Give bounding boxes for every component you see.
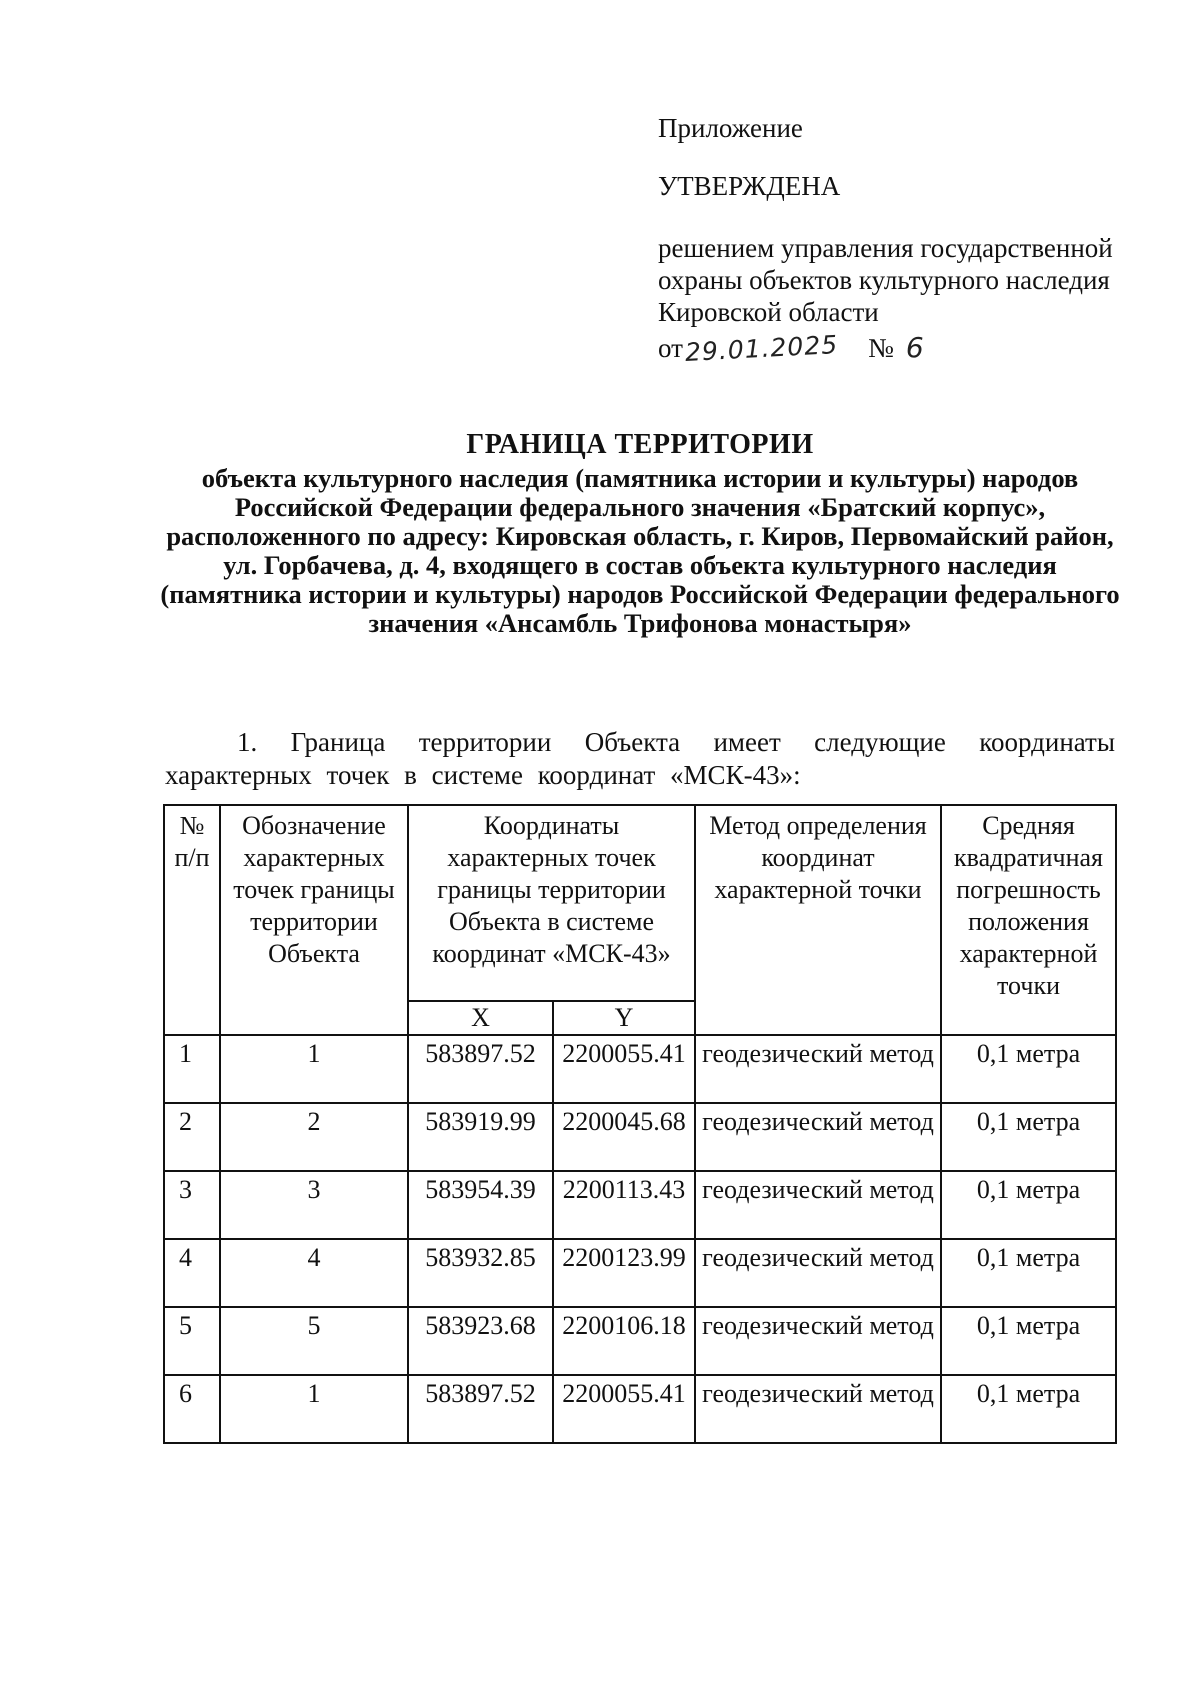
row-point: 2 (220, 1103, 408, 1171)
row-num: 2 (164, 1103, 220, 1171)
document-title-block (150, 428, 1130, 638)
row-point: 1 (220, 1035, 408, 1103)
row-x: 583923.68 (408, 1307, 553, 1375)
row-y: 2200113.43 (553, 1171, 695, 1239)
row-error: 0,1 метра (941, 1307, 1116, 1375)
row-y: 2200055.41 (553, 1035, 695, 1103)
table-row (164, 1239, 1116, 1307)
header-num: № п/п (164, 805, 220, 1035)
row-error: 0,1 метра (941, 1375, 1116, 1443)
header-coordinates: Координаты характерных точек границы территории Объекта в системе координат «МСК-43» (408, 805, 695, 1001)
header-designation: Обозначение характерных точек границы территории Объекта (220, 805, 408, 1035)
header-x: X (408, 1001, 553, 1035)
row-error: 0,1 метра (941, 1239, 1116, 1307)
row-method: геодезический метод (695, 1307, 941, 1375)
row-num: 1 (164, 1035, 220, 1103)
table-row (164, 1035, 1116, 1103)
table-header-row (164, 805, 1116, 1001)
row-y: 2200123.99 (553, 1239, 695, 1307)
row-y: 2200055.41 (553, 1375, 695, 1443)
handwritten-date: 29.01.2025 (684, 330, 839, 367)
row-method: геодезический метод (695, 1103, 941, 1171)
header-y: Y (553, 1001, 695, 1035)
handwritten-number: 6 (905, 331, 925, 364)
row-error: 0,1 метра (941, 1171, 1116, 1239)
row-y: 2200106.18 (553, 1307, 695, 1375)
header-error: Средняя квадратичная погрешность положения характерной точки (941, 805, 1116, 1035)
table-row (164, 1375, 1116, 1443)
table-row (164, 1307, 1116, 1375)
row-method: геодезический метод (695, 1171, 941, 1239)
approved-label: УТВЕРЖДЕНА (658, 171, 841, 201)
row-point: 3 (220, 1171, 408, 1239)
row-y: 2200045.68 (553, 1103, 695, 1171)
row-method: геодезический метод (695, 1239, 941, 1307)
row-x: 583954.39 (408, 1171, 553, 1239)
row-method: геодезический метод (695, 1035, 941, 1103)
header-method: Метод определения координат характерной точки (695, 805, 941, 1035)
row-x: 583919.99 (408, 1103, 553, 1171)
approval-block (658, 112, 1128, 365)
paragraph-1: 1. Граница территории Объекта имеет следующие координаты характерных точек в системе координат «МСК-43»: (165, 727, 1115, 790)
row-x: 583897.52 (408, 1035, 553, 1103)
document-title: ГРАНИЦА ТЕРРИТОРИИ (466, 429, 814, 460)
decision-text: решением управления государственной охраны объектов культурного наследия Кировской области (658, 233, 1113, 327)
row-num: 3 (164, 1171, 220, 1239)
date-number-line (658, 332, 1128, 365)
row-x: 583932.85 (408, 1239, 553, 1307)
table-row (164, 1103, 1116, 1171)
row-x: 583897.52 (408, 1375, 553, 1443)
row-num: 4 (164, 1239, 220, 1307)
row-point: 1 (220, 1375, 408, 1443)
document-subtitle: объекта культурного наследия (памятника истории и культуры) народов Российской Федерации федерального значения «Братский корпус», расположенного по адресу: Кировская область, г. Киров, Первомайский район, ул. Горбачева, д. 4, входящего в состав объекта культурного наследия (памятника истории и культуры) народов Российской Федерации федерального значения «Ансамбль Трифонова монастыря» (160, 463, 1120, 638)
row-num: 5 (164, 1307, 220, 1375)
appendix-label: Приложение (658, 113, 803, 143)
row-method: геодезический метод (695, 1375, 941, 1443)
table-row (164, 1171, 1116, 1239)
date-prefix: от (658, 333, 683, 363)
row-num: 6 (164, 1375, 220, 1443)
row-point: 5 (220, 1307, 408, 1375)
row-error: 0,1 метра (941, 1103, 1116, 1171)
coordinates-table (163, 804, 1117, 1444)
row-error: 0,1 метра (941, 1035, 1116, 1103)
number-label: № (868, 333, 894, 363)
row-point: 4 (220, 1239, 408, 1307)
